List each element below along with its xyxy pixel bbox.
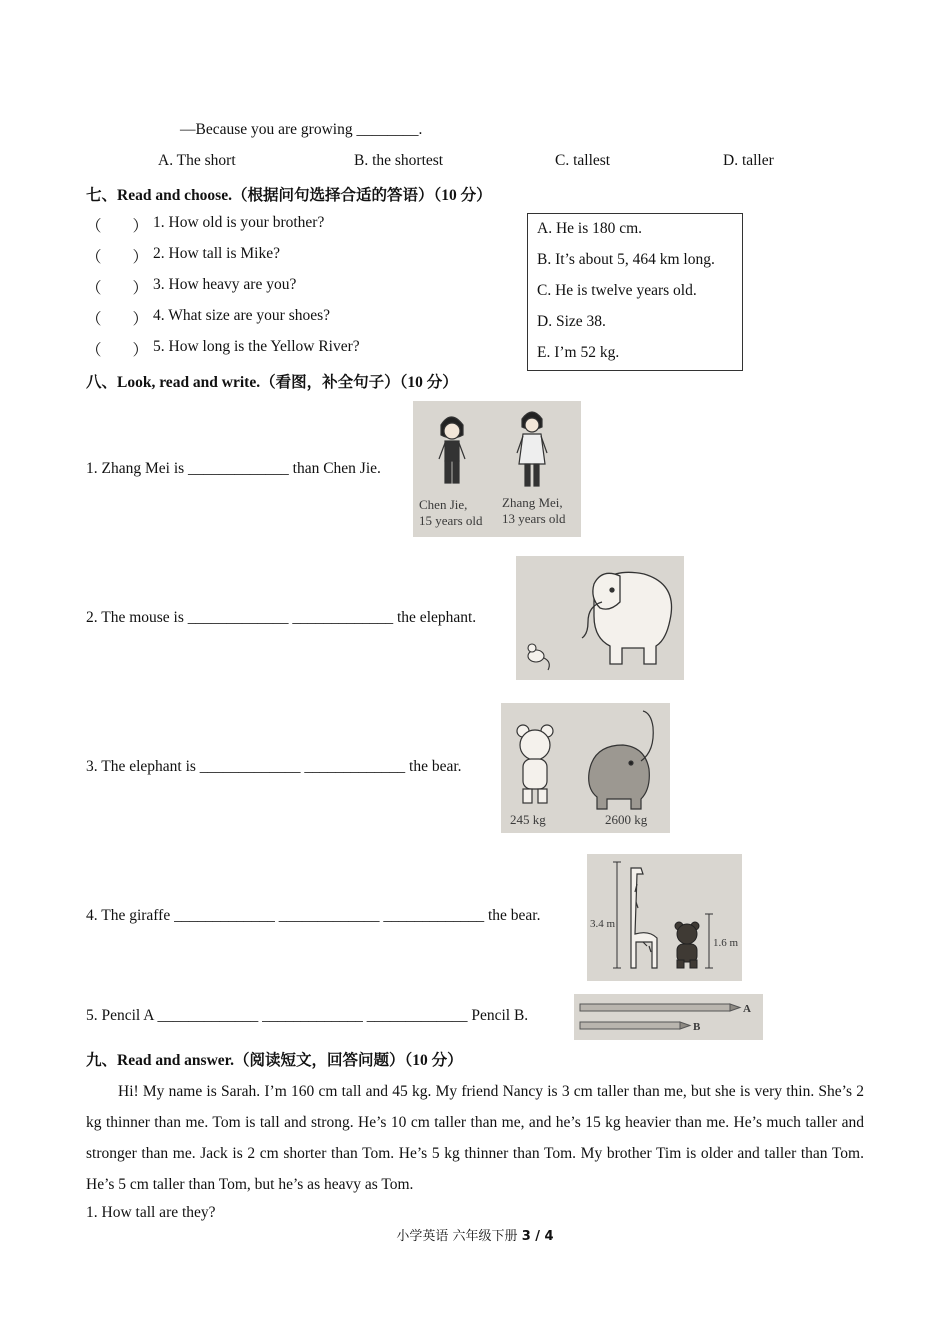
chen-jie-age: 15 years old (419, 513, 483, 528)
prev-question-stem: —Because you are growing ________. (180, 121, 423, 138)
zhang-mei-figure (517, 412, 547, 486)
q8-5: 5. Pencil A _____________ _____________ _____________ Pencil B. (86, 1007, 529, 1024)
page-footer (0, 1225, 950, 1244)
footer-text: 小学英语 六年级下册 (396, 1229, 522, 1244)
zhang-mei-name: Zhang Mei, (502, 495, 563, 510)
section-9-title: 九、Read and answer.（阅读短文，回答问题）（10 分） (86, 1052, 463, 1069)
prev-option-d: D. taller (723, 152, 774, 169)
section-8-title: 八、Look, read and write.（看图，补全句子）（10 分） (86, 374, 458, 391)
girls-illustration (413, 401, 581, 537)
pencils-illustration (574, 994, 763, 1040)
q7-2-paren: （ ） (86, 249, 149, 266)
q7-1-paren: （ ） (86, 218, 149, 235)
q7-3: 3. How heavy are you? (153, 276, 297, 293)
answer-d: D. Size 38. (537, 313, 606, 330)
q7-2: 2. How tall is Mike? (153, 245, 280, 262)
prev-option-b: B. the shortest (354, 152, 444, 169)
picture-bear-elephant (501, 703, 670, 833)
bear-height: 1.6 m (713, 937, 739, 949)
answer-c: C. He is twelve years old. (537, 282, 697, 299)
giraffe-bear-illustration (587, 854, 742, 981)
answer-a: A. He is 180 cm. (537, 220, 643, 237)
elephant-weight: 2600 kg (605, 812, 648, 827)
q8-2: 2. The mouse is _____________ _____________ the elephant. (86, 609, 477, 626)
giraffe-height: 3.4 m (590, 918, 616, 930)
q7-4: 4. What size are your shoes? (153, 307, 331, 324)
zhang-mei-age: 13 years old (502, 511, 566, 526)
chen-jie-name: Chen Jie, (419, 497, 468, 512)
prev-option-c: C. tallest (555, 152, 611, 169)
mouse-elephant-illustration (516, 556, 684, 680)
q7-5-paren: （ ） (86, 342, 149, 359)
answer-e: E. I’m 52 kg. (537, 344, 620, 361)
q8-4: 4. The giraffe _____________ _____________ _____________ the bear. (86, 907, 541, 924)
picture-giraffe-bear (587, 854, 742, 981)
q7-3-paren: （ ） (86, 280, 149, 297)
picture-mouse-elephant (516, 556, 684, 680)
q7-1: 1. How old is your brother? (153, 214, 325, 231)
bear-figure-2 (675, 922, 699, 968)
mouse-figure (528, 644, 549, 670)
picture-pencils (574, 994, 763, 1040)
pencil-b-label: B (693, 1021, 701, 1033)
giraffe-figure (631, 868, 657, 968)
bear-height-marker (705, 914, 713, 968)
bear-elephant-illustration (501, 703, 670, 833)
pencil-b (580, 1022, 690, 1029)
chen-jie-figure (439, 417, 465, 483)
q8-3: 3. The elephant is _____________ _____________ the bear. (86, 758, 462, 775)
elephant-figure-2 (589, 711, 654, 809)
answer-b: B. It’s about 5, 464 km long. (537, 251, 715, 268)
pencil-a (580, 1004, 740, 1011)
picture-girls-height (413, 401, 581, 537)
reading-passage: Hi! My name is Sarah. I’m 160 cm tall and 45 kg. My friend Nancy is 3 cm taller than me, but she is very thin. She’s 2 kg thinner than me. Tom is tall and strong. He’s 10 cm taller than me, and he’s 15 kg heavier than me. He’s much taller and stronger than me. Jack is 2 cm shorter than Tom. He’s 5 kg thinner than Tom. My brother Tim is older and taller than Tom. He’s 5 cm taller than Tom, but he’s as heavy as Tom. (86, 1083, 864, 1193)
section-7-title: 七、Read and choose.（根据问句选择合适的答语）（10 分） (86, 187, 492, 204)
q9-1: 1. How tall are they? (86, 1204, 216, 1221)
giraffe-height-marker (613, 862, 621, 968)
bear-weight: 245 kg (510, 812, 546, 827)
q7-4-paren: （ ） (86, 311, 149, 328)
q8-1: 1. Zhang Mei is _____________ than Chen Jie. (86, 460, 381, 477)
bear-figure (517, 725, 553, 803)
q7-5: 5. How long is the Yellow River? (153, 338, 360, 355)
elephant-figure (582, 572, 672, 664)
pencil-a-label: A (743, 1003, 751, 1015)
prev-option-a: A. The short (158, 152, 236, 169)
page-number: 3 / 4 (521, 1229, 554, 1244)
